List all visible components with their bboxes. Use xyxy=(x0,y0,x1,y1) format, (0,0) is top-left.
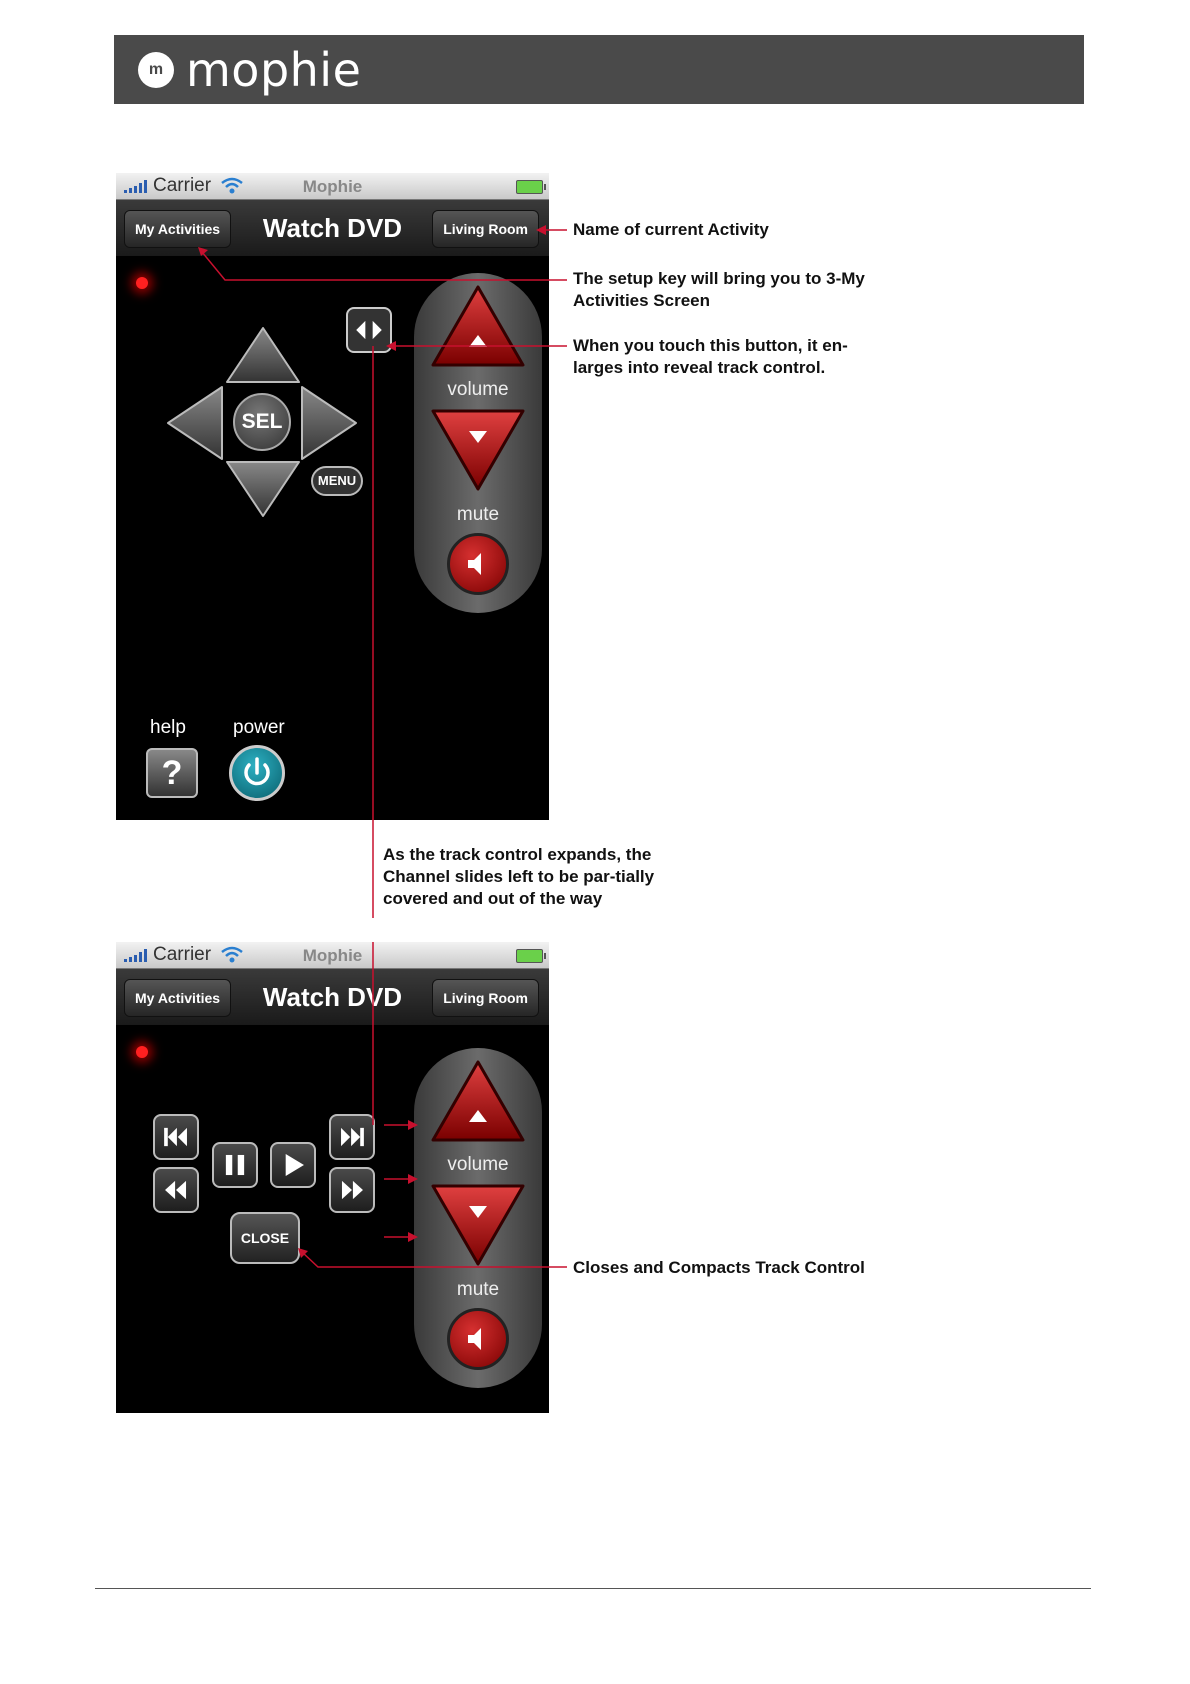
dpad-down-button[interactable] xyxy=(225,460,301,518)
dpad-right-button[interactable] xyxy=(300,385,358,461)
header-banner xyxy=(114,35,1084,104)
volume-panel xyxy=(414,1048,542,1388)
status-bar xyxy=(116,173,549,200)
rewind-button[interactable] xyxy=(153,1167,199,1213)
activity-title: Watch DVD xyxy=(262,982,403,1012)
battery-icon xyxy=(516,949,543,963)
my-activities-button[interactable]: My Activities xyxy=(124,979,231,1017)
menu-button[interactable]: MENU xyxy=(311,466,363,496)
power-icon xyxy=(232,748,282,798)
skip-back-button[interactable] xyxy=(153,1114,199,1160)
mute-button[interactable] xyxy=(447,1308,509,1370)
help-button[interactable]: ? xyxy=(146,748,198,798)
volume-panel xyxy=(414,273,542,613)
play-button[interactable] xyxy=(270,1142,316,1188)
mute-button[interactable] xyxy=(447,533,509,595)
brand-name: mophie xyxy=(186,42,362,97)
dpad-left-button[interactable] xyxy=(166,385,224,461)
help-label: help xyxy=(150,717,186,738)
callout-track-button: When you touch this button, it en-larges into reveal track control. xyxy=(573,336,848,377)
callout-track-expand: As the track control expands, the Channel slides left to be par-tially covered and out of the way xyxy=(383,845,655,908)
mute-label: mute xyxy=(456,1279,500,1300)
volume-label: volume xyxy=(447,379,509,400)
volume-up-button[interactable] xyxy=(429,1058,527,1144)
speaker-icon xyxy=(450,536,506,592)
status-title: Mophie xyxy=(302,177,363,196)
pause-button[interactable] xyxy=(212,1142,258,1188)
volume-down-button[interactable] xyxy=(429,407,527,493)
power-label: power xyxy=(233,717,285,738)
carrier-label: Carrier xyxy=(153,175,212,196)
track-expand-button[interactable] xyxy=(346,307,392,353)
battery-icon xyxy=(516,180,543,194)
status-led xyxy=(136,277,148,289)
callout-close: Closes and Compacts Track Control xyxy=(573,1258,865,1277)
fast-forward-button[interactable] xyxy=(329,1167,375,1213)
activity-title: Watch DVD xyxy=(262,213,403,243)
callout-setup-key: The setup key will bring you to 3-My Activities Screen xyxy=(573,269,865,310)
nav-bar xyxy=(116,969,549,1025)
status-title: Mophie xyxy=(302,946,363,965)
room-button[interactable]: Living Room xyxy=(432,210,539,248)
volume-label: volume xyxy=(447,1154,509,1175)
volume-up-button[interactable] xyxy=(429,283,527,369)
skip-forward-button[interactable] xyxy=(329,1114,375,1160)
status-bar xyxy=(116,942,549,969)
dpad-up-button[interactable] xyxy=(225,326,301,384)
nav-bar xyxy=(116,200,549,256)
power-button[interactable] xyxy=(229,745,285,801)
mute-label: mute xyxy=(456,504,500,525)
mophie-logo: m xyxy=(138,52,174,88)
footer-rule xyxy=(95,1588,1091,1589)
select-button[interactable]: SEL xyxy=(233,393,291,451)
my-activities-button[interactable]: My Activities xyxy=(124,210,231,248)
carrier-label: Carrier xyxy=(153,944,212,965)
phone-screen-track-control xyxy=(116,942,549,1413)
phone-screen-remote xyxy=(116,173,549,820)
speaker-icon xyxy=(450,1311,506,1367)
status-led xyxy=(136,1046,148,1058)
volume-down-button[interactable] xyxy=(429,1182,527,1268)
close-track-button[interactable]: CLOSE xyxy=(230,1212,300,1264)
room-button[interactable]: Living Room xyxy=(432,979,539,1017)
callout-activity-name: Name of current Activity xyxy=(573,220,769,239)
